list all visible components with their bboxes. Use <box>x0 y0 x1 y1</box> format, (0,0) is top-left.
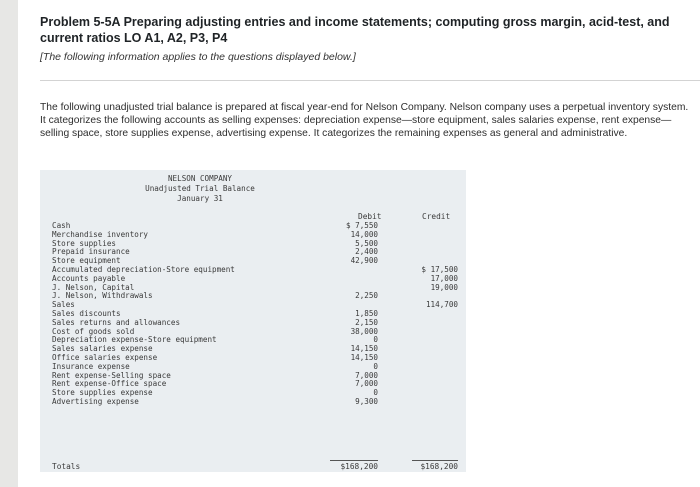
credit-amount <box>390 336 458 345</box>
account-label: Advertising expense <box>52 396 139 406</box>
credit-amount: 19,000 <box>430 282 458 292</box>
credit-column <box>390 222 458 407</box>
total-debit: $168,200 <box>340 462 378 471</box>
debit-amount: 14,150 <box>350 344 378 354</box>
problem-title: Problem 5-5A Preparing adjusting entries and income statements; computing gross margin, acid-test, and current ratios LO A1, A2, P3, P4 <box>40 15 670 45</box>
problem-page <box>18 0 700 487</box>
account-label: Accounts payable <box>52 273 126 283</box>
account-label: Cost of goods sold <box>52 326 135 336</box>
credit-amount <box>390 231 458 240</box>
debit-amount: 5,500 <box>355 238 378 248</box>
credit-header: Credit <box>422 212 451 221</box>
debit-total-rule <box>330 460 378 461</box>
debit-amount: 0 <box>373 388 378 398</box>
debit-amount: 7,000 <box>355 379 378 389</box>
debit-amount: 2,150 <box>355 317 378 327</box>
debit-amount: 7,000 <box>355 370 378 380</box>
account-label: J. Nelson, Capital <box>52 282 135 292</box>
account-label: Store supplies <box>52 238 117 248</box>
total-credit: $168,200 <box>420 462 458 471</box>
account-column <box>52 222 235 407</box>
debit-header: Debit <box>358 212 382 221</box>
debit-column <box>318 222 378 407</box>
totals-label: Totals <box>52 462 81 471</box>
company-name: NELSON COMPANY <box>167 174 232 183</box>
credit-amount <box>390 345 458 354</box>
credit-amount <box>390 398 458 407</box>
credit-amount <box>390 363 458 372</box>
account-label: Rent expense-Selling space <box>52 370 171 380</box>
credit-amount: 114,700 <box>425 300 458 310</box>
account-label: Store equipment <box>52 256 121 266</box>
account-label: Accumulated depreciation-Store equipment <box>52 264 235 274</box>
credit-amount: 17,000 <box>430 273 458 283</box>
credit-amount <box>390 240 458 249</box>
info-note: [The following information applies to the questions displayed below.] <box>40 51 356 63</box>
account-label: Sales salaries expense <box>52 344 153 354</box>
intro-paragraph: The following unadjusted trial balance is prepared at fiscal year-end for Nelson Company. Nelson company uses a perpetual inventory system. It categorizes the following accounts as selling expenses: depreciation expense—store equipment, sales salaries expense, rent expense—selling space, store supplies expense, advertising expense. It categorizes the remaining expenses as general and administrative. <box>40 102 689 139</box>
account-label: Merchandise inventory <box>52 229 149 239</box>
credit-amount <box>390 222 458 231</box>
credit-amount <box>390 380 458 389</box>
account-label: Cash <box>52 221 71 230</box>
credit-amount <box>390 310 458 319</box>
credit-amount <box>390 354 458 363</box>
account-label: Insurance expense <box>52 361 130 371</box>
account-label: Depreciation expense-Store equipment <box>52 335 217 345</box>
credit-amount <box>390 372 458 381</box>
credit-amount <box>390 328 458 337</box>
debit-amount: 38,000 <box>350 326 378 336</box>
trial-balance-header <box>40 174 360 204</box>
account-label: Sales returns and allowances <box>52 317 181 327</box>
credit-amount: $ 17,500 <box>421 264 458 274</box>
debit-amount: 42,900 <box>350 256 378 266</box>
account-label: Sales discounts <box>52 308 121 318</box>
debit-amount: $ 7,550 <box>345 221 378 230</box>
debit-amount: 0 <box>373 361 378 371</box>
trial-balance-image <box>40 170 466 472</box>
debit-amount: 0 <box>373 335 378 345</box>
debit-amount: 9,300 <box>355 396 378 406</box>
debit-amount: 1,850 <box>355 308 378 318</box>
debit-amount: 14,150 <box>350 352 378 362</box>
divider <box>40 80 700 81</box>
account-label: Rent expense-Office space <box>52 379 167 389</box>
trial-balance-subtitle: Unadjusted Trial Balance <box>145 184 255 193</box>
debit-amount <box>318 275 378 284</box>
debit-amount: 2,250 <box>355 291 378 301</box>
account-label: Prepaid insurance <box>52 247 130 257</box>
account-label: J. Nelson, Withdrawals <box>52 291 153 301</box>
credit-amount <box>390 389 458 398</box>
credit-amount <box>390 319 458 328</box>
debit-amount: 2,400 <box>355 247 378 257</box>
credit-total-rule <box>412 460 458 461</box>
account-label: Store supplies expense <box>52 388 153 398</box>
debit-amount <box>318 266 378 275</box>
account-label: Office salaries expense <box>52 352 158 362</box>
debit-amount: 14,000 <box>350 229 378 239</box>
credit-amount <box>390 248 458 257</box>
trial-balance-date: January 31 <box>177 194 223 203</box>
account-label: Sales <box>52 300 75 310</box>
